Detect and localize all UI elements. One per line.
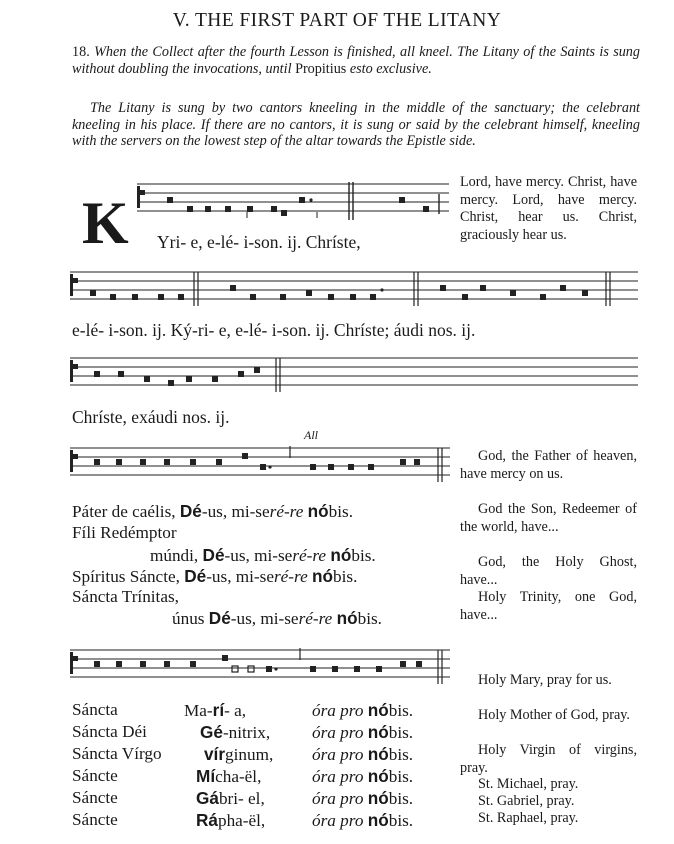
- trinity-english-3: God, the Holy Ghost, have...: [460, 554, 637, 588]
- rubric-instruction-1: [72, 44, 640, 77]
- trinity-row-5: [72, 587, 179, 607]
- rubric-instruction-2: The Litany is sung by two cantors kneeling in the middle of the sanctuary; the celebrant kneeling in his place. If there are no cantors, it is sung or said by the celebrant himself, kneeling with the servers on the lowest step of the altar towards the Epistle side.: [72, 100, 640, 149]
- saint-suffix: pha-ël,: [217, 811, 266, 830]
- saint-suffix: cha-ël,: [215, 767, 262, 786]
- saint-response: [312, 722, 413, 743]
- saint-suffix: bri- el,: [218, 789, 265, 808]
- trinity-text: -us, mi-se: [206, 567, 274, 586]
- saints-english-2: Holy Mother of God, pray.: [478, 707, 630, 723]
- saint-response: [312, 766, 413, 787]
- trinity-bold: nó: [307, 501, 329, 521]
- trinity-text: -us, mi-se: [230, 609, 299, 628]
- trinity-row-1: [72, 501, 353, 522]
- saint-invocation: Sáncte: [72, 766, 118, 785]
- response-italic: óra pro: [312, 789, 364, 808]
- response-bold: nó: [367, 700, 389, 720]
- kyrie-initial: K: [82, 190, 129, 256]
- response-end: bis.: [388, 701, 414, 720]
- rubric-number: 18.: [72, 44, 90, 60]
- response-bold: nó: [367, 810, 389, 830]
- saint-name: [196, 788, 265, 809]
- rubric-word: Propitius: [295, 60, 347, 77]
- kyrie-lyrics-line-1: Yri- e, e-lé- i-son. ij. Chríste,: [157, 232, 361, 252]
- saint-bold: vír: [204, 744, 226, 764]
- response-bold: nó: [367, 722, 389, 742]
- saints-row-1: [72, 700, 442, 720]
- trinity-bold: Dé: [208, 608, 231, 628]
- trinity-text: bis.: [351, 546, 376, 565]
- response-end: bis.: [388, 811, 414, 830]
- response-bold: nó: [367, 744, 389, 764]
- response-italic: óra pro: [312, 701, 364, 720]
- trinity-text: Páter de caélis,: [72, 502, 180, 521]
- response-italic: óra pro: [312, 811, 364, 830]
- chant-staff-saints: [70, 648, 450, 688]
- saint-invocation: Sáncte: [72, 810, 118, 829]
- response-end: bis.: [388, 767, 414, 786]
- trinity-bold: nó: [312, 566, 334, 586]
- saint-invocation: Sáncta Vírgo: [72, 744, 162, 763]
- saints-row-3: [72, 744, 442, 764]
- trinity-text: Spíritus Sáncte,: [72, 567, 185, 586]
- response-italic: óra pro: [312, 745, 364, 764]
- chant-staff-kyrie-1: [137, 182, 449, 220]
- saint-invocation: Sáncta Déi: [72, 722, 147, 741]
- saint-response: [312, 700, 413, 721]
- response-end: bis.: [388, 745, 414, 764]
- response-bold: nó: [367, 788, 389, 808]
- trinity-text: bis.: [357, 609, 382, 628]
- saint-name: [196, 766, 261, 787]
- trinity-italic: ré-re: [298, 609, 333, 628]
- trinity-text: -us, mi-se: [224, 546, 293, 565]
- saint-invocation: Sáncte: [72, 788, 118, 807]
- kyrie-english: Lord, have mercy. Christ, have mercy. Lord, have mercy. Christ, hear us. Christ, graciously hear us.: [460, 174, 637, 243]
- trinity-english-4: Holy Trinity, one God, have...: [460, 589, 637, 623]
- saints-english-6: St. Raphael, pray.: [478, 810, 579, 826]
- trinity-text: Fíli Redémptor: [72, 523, 177, 542]
- trinity-row-6: [172, 608, 382, 629]
- trinity-italic: ré-re: [269, 502, 304, 521]
- trinity-english-2: God the Son, Redeemer of the world, have...: [460, 501, 637, 535]
- trinity-text: múndi,: [150, 546, 203, 565]
- saints-english-4: St. Michael, pray.: [478, 776, 579, 792]
- trinity-row-3: [150, 545, 376, 566]
- saint-name: [184, 700, 246, 721]
- saint-bold: Rá: [196, 810, 218, 830]
- trinity-row-2: [72, 523, 177, 543]
- response-italic: óra pro: [312, 723, 364, 742]
- saint-response: [312, 810, 413, 831]
- saint-suffix: ginum,: [225, 745, 274, 764]
- trinity-text: bis.: [333, 567, 358, 586]
- saint-name: [196, 810, 265, 831]
- trinity-bold: nó: [336, 608, 358, 628]
- trinity-bold: Dé: [184, 566, 207, 586]
- saint-suffix: - a,: [224, 701, 247, 720]
- trinity-text: Sáncta Trínitas,: [72, 587, 179, 606]
- saints-english-1: Holy Mary, pray for us.: [478, 672, 612, 688]
- trinity-bold: nó: [330, 545, 352, 565]
- saint-prefix: Ma-: [184, 701, 213, 720]
- all-marker: All: [304, 428, 318, 442]
- kyrie-lyrics-line-3: Chríste, exáudi nos. ij.: [72, 407, 230, 427]
- saint-bold: Gá: [196, 788, 219, 808]
- page-title: V. THE FIRST PART OF THE LITANY: [172, 10, 502, 31]
- saints-row-4: [72, 766, 442, 786]
- kyrie-lyrics-line-2: e-lé- i-son. ij. Ký-ri- e, e-lé- i-son. ij. Chríste; áudi nos. ij.: [72, 320, 476, 340]
- saint-name: [200, 722, 270, 743]
- rubric-tail: esto exclusive.: [349, 60, 432, 77]
- rubric-text: When the Collect after the fourth Lesson is finished, all kneel. The Litany of the Saints is sung without doubling the invocations, until: [72, 44, 640, 77]
- response-bold: nó: [367, 766, 389, 786]
- trinity-italic: ré-re: [273, 567, 308, 586]
- saint-suffix: -nitrix,: [222, 723, 271, 742]
- saint-name: [204, 744, 273, 765]
- saints-english-5: St. Gabriel, pray.: [478, 793, 575, 809]
- trinity-text: -us, mi-se: [201, 502, 270, 521]
- saint-invocation: Sáncta: [72, 700, 118, 719]
- chant-staff-kyrie-2: [70, 270, 638, 310]
- response-end: bis.: [388, 723, 414, 742]
- response-end: bis.: [388, 789, 414, 808]
- trinity-bold: Dé: [179, 501, 202, 521]
- saint-bold: Mí: [196, 766, 216, 786]
- trinity-row-4: [72, 566, 357, 587]
- chant-staff-kyrie-3: [70, 356, 638, 396]
- saints-english-3: Holy Virgin of virgins, pray.: [460, 742, 637, 776]
- trinity-italic: ré-re: [292, 546, 327, 565]
- saints-row-5: [72, 788, 442, 808]
- response-italic: óra pro: [312, 767, 364, 786]
- trinity-english-1: God, the Father of heaven, have mercy on us.: [460, 448, 637, 482]
- saints-row-6: [72, 810, 442, 830]
- trinity-bold: Dé: [202, 545, 225, 565]
- saint-response: [312, 744, 413, 765]
- saint-bold: rí: [212, 700, 225, 720]
- chant-staff-trinity: [70, 446, 450, 486]
- trinity-text: bis.: [328, 502, 354, 521]
- trinity-text: únus: [172, 609, 209, 628]
- saints-row-2: [72, 722, 442, 742]
- saint-bold: Gé: [200, 722, 223, 742]
- saint-response: [312, 788, 413, 809]
